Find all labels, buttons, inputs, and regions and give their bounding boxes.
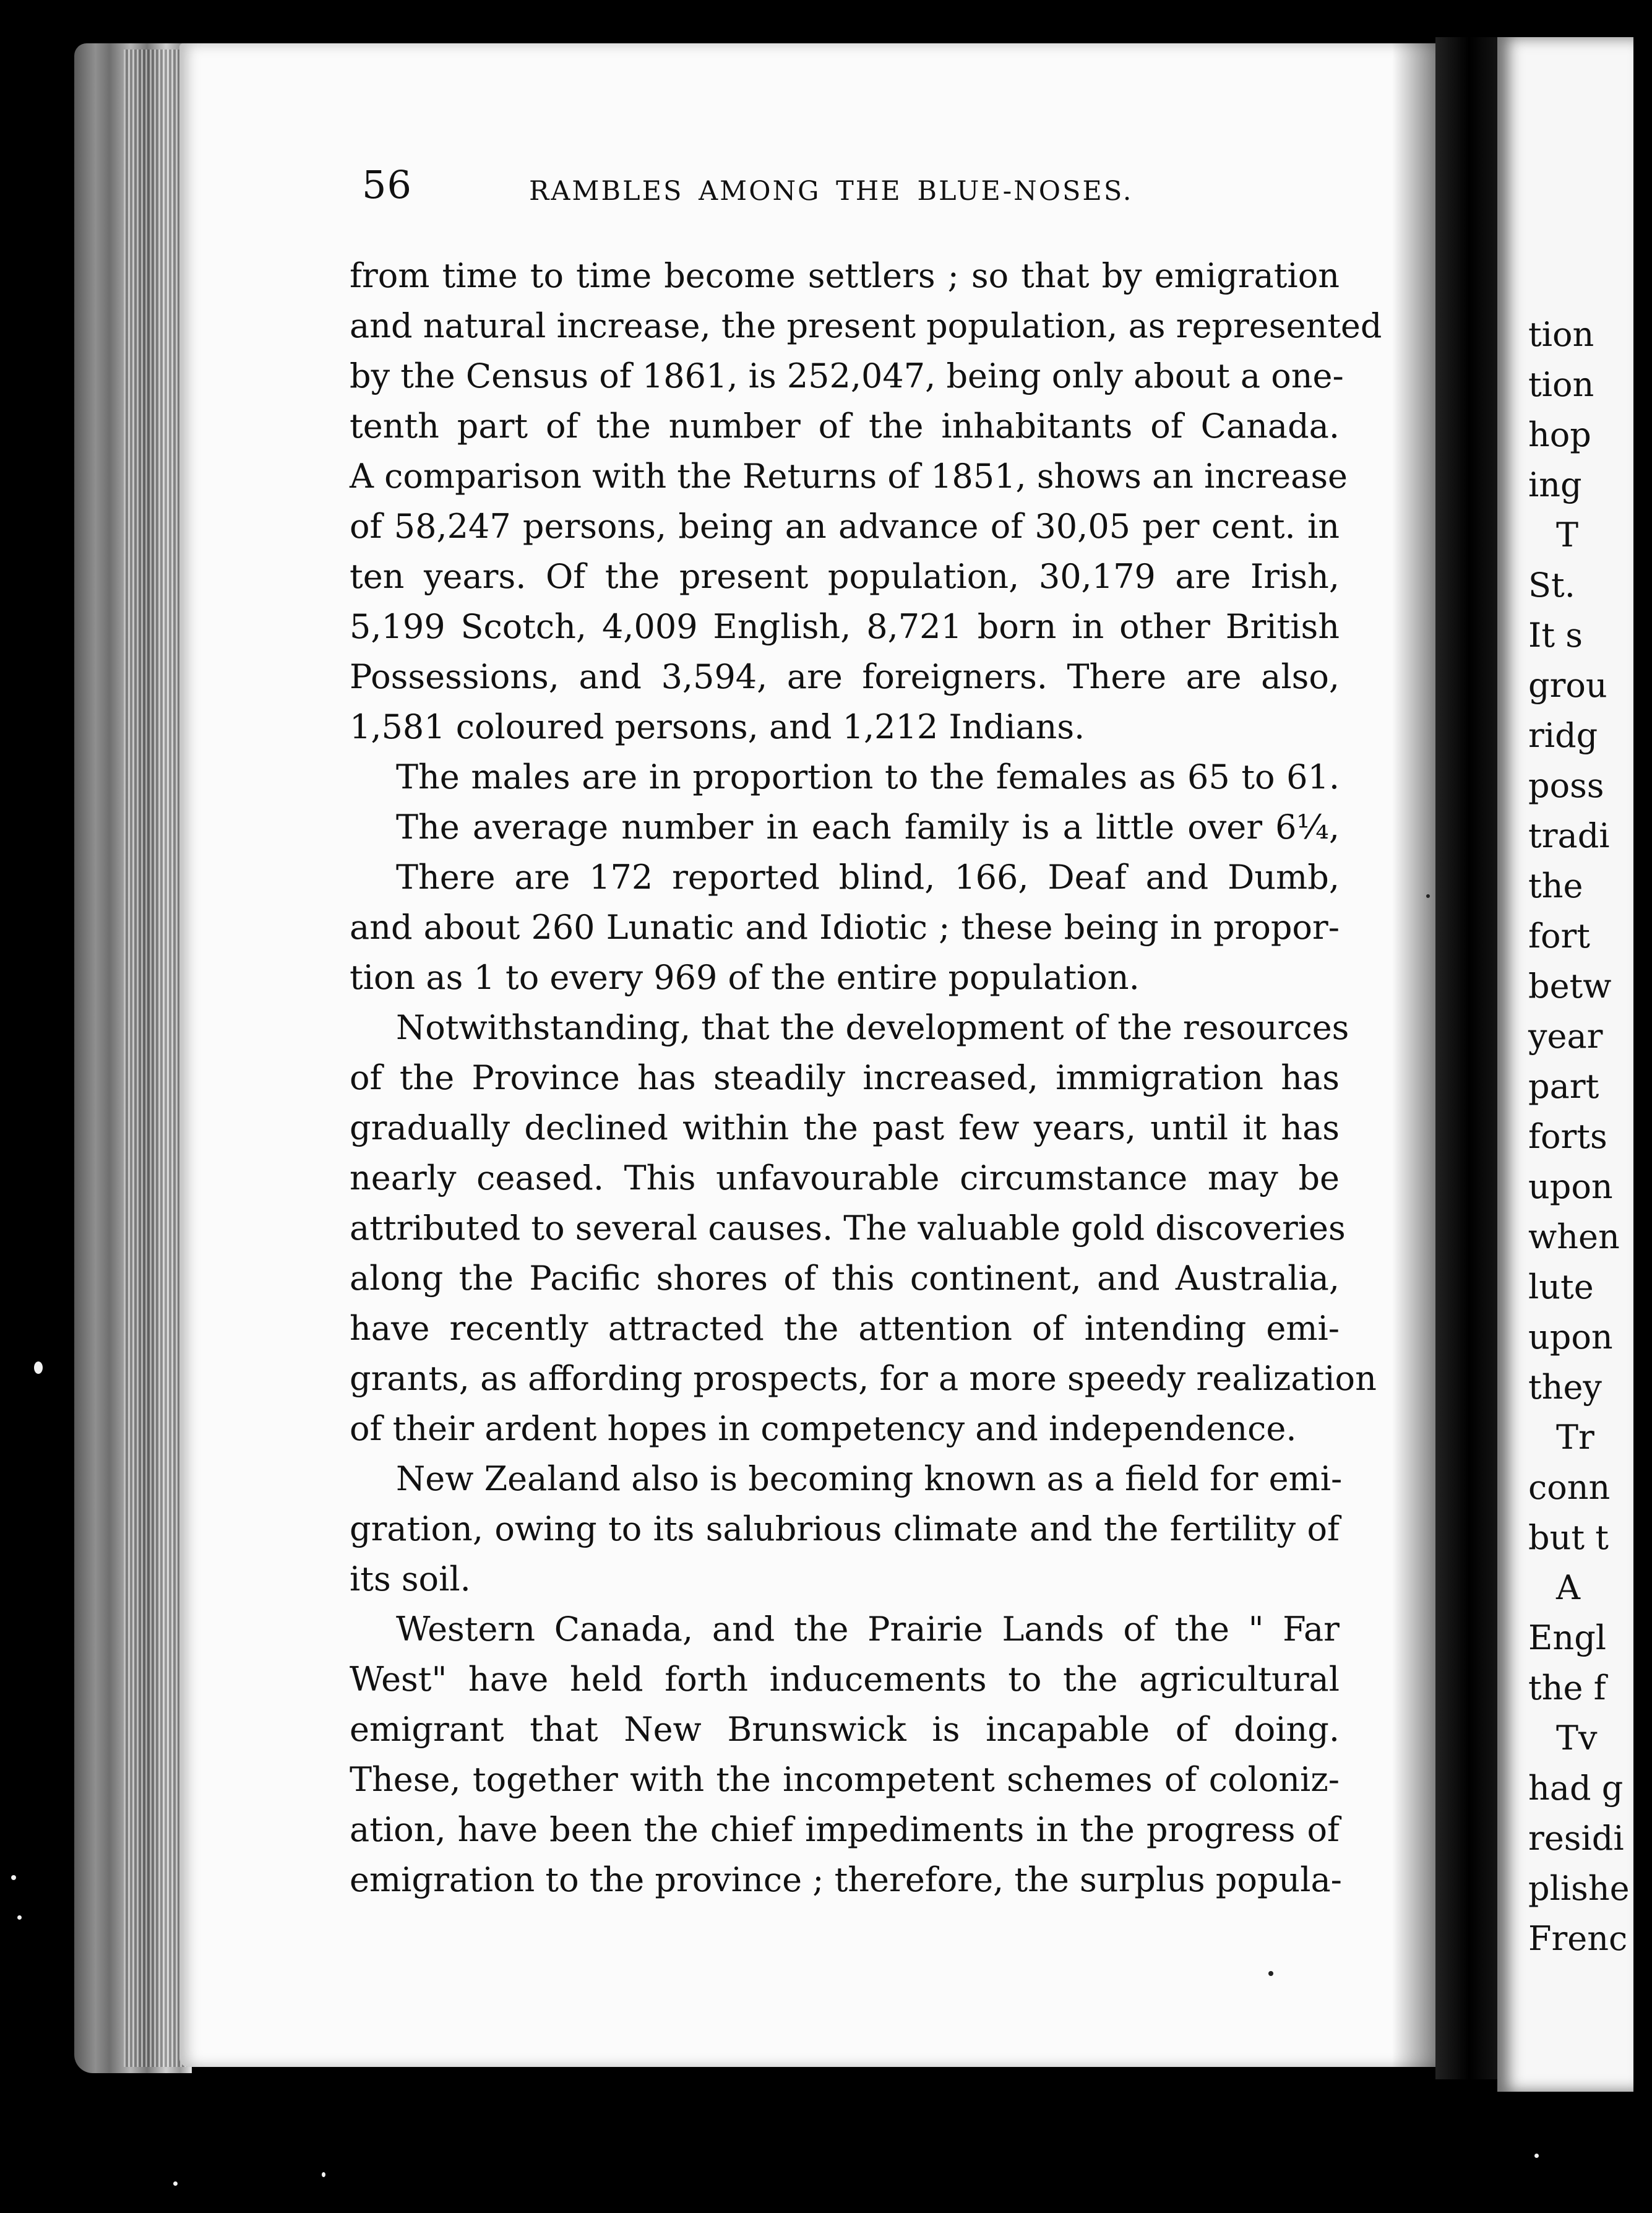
facing-line: upon [1528,1167,1613,1206]
text-line: The average number in each family is a little over 6¼, [396,808,1340,847]
text-line: its soil. [350,1559,471,1598]
scan-speck [17,1915,22,1920]
text-line: 1,581 coloured persons, and 1,212 Indians. [350,707,1085,746]
facing-line: lute [1528,1267,1594,1306]
facing-line: It s [1528,616,1583,655]
page-number: 56 [362,162,412,207]
text-line: These, together with the incompetent schemes of coloniz- [350,1760,1340,1799]
facing-line: year [1528,1017,1603,1056]
text-line: A comparison with the Returns of 1851, shows an increase [350,457,1348,496]
facing-line: grou [1528,666,1607,705]
text-line: There are 172 reported blind, 166, Deaf and Dumb, [396,858,1340,897]
text-line: emigration to the province ; therefore, the surplus popula- [350,1860,1342,1899]
scan-speck [1534,2154,1539,2158]
text-line: ten years. Of the present population, 30,179 are Irish, [350,557,1340,596]
running-head: RAMBLES AMONG THE BLUE-NOSES. [529,176,1134,207]
text-line: and natural increase, the present population, as represented [350,306,1382,345]
facing-line: poss [1528,766,1604,805]
text-line: tion as 1 to every 969 of the entire population. [350,958,1140,997]
text-line: along the Pacific shores of this continent, and Australia, [350,1259,1340,1298]
facing-line: Tv [1556,1719,1598,1758]
facing-line: the f [1528,1668,1606,1707]
text-line: The males are in proportion to the females as 65 to 61. [396,757,1340,796]
facing-line: Frenc [1528,1919,1628,1958]
text-line: attributed to several causes. The valuable gold discoveries [350,1209,1346,1248]
facing-line: tion [1528,315,1594,354]
facing-line: tion [1528,365,1594,404]
text-line: gration, owing to its salubrious climate and the fertility of [350,1509,1340,1548]
text-line: emigrant that New Brunswick is incapable of doing. [350,1710,1340,1749]
scan-speck [322,2172,325,2177]
facing-line: Tr [1556,1418,1594,1457]
text-line: of the Province has steadily increased, immigration has [350,1058,1340,1097]
facing-line: when [1528,1217,1620,1256]
body-text [350,251,1382,1905]
facing-page [1497,37,1633,2092]
text-line: New Zealand also is becoming known as a field for emi- [396,1459,1343,1498]
text-line: from time to time become settlers ; so that by emigration [350,256,1340,295]
text-line: Notwithstanding, that the development of the resources [396,1008,1349,1047]
facing-line: St. [1528,566,1575,605]
text-line: tenth part of the number of the inhabitants of Canada. [350,407,1340,446]
scan-speck [173,2181,178,2186]
facing-line: forts [1528,1117,1607,1156]
facing-line: Engl [1528,1618,1607,1657]
text-line: have recently attracted the attention of intending emi- [350,1309,1340,1348]
text-line: gradually declined within the past few years, until it has [350,1108,1340,1147]
facing-line: they [1528,1368,1602,1407]
print-speck [1426,894,1430,898]
facing-line: plishe [1528,1869,1630,1908]
facing-line: the [1528,866,1583,905]
facing-line: part [1528,1067,1599,1106]
text-line: by the Census of 1861, is 252,047, being only about a one- [350,356,1344,395]
text-line: 5,199 Scotch, 4,009 English, 8,721 born in other British [350,607,1340,646]
text-line: Possessions, and 3,594, are foreigners. There are also, [350,657,1340,696]
text-line: West" have held forth inducements to the agricultural [350,1660,1340,1699]
facing-line: but t [1528,1518,1609,1557]
scan-speck [34,1361,43,1374]
facing-line: T [1556,516,1579,554]
scan-speck [11,1875,16,1880]
facing-page-text [1528,309,1652,1964]
text-line: of 58,247 persons, being an advance of 30,05 per cent. in [350,507,1340,546]
facing-line: ing [1528,465,1582,504]
facing-line: ridg [1528,716,1598,755]
print-speck [1268,1971,1273,1976]
facing-line: tradi [1528,816,1610,855]
facing-line: betw [1528,967,1612,1006]
text-line: ation, have been the chief impediments in the progress of [350,1810,1340,1849]
facing-line: had g [1528,1769,1624,1808]
page-gutter-shadow [1392,43,1442,2067]
facing-line: A [1556,1568,1580,1607]
text-line: grants, as affording prospects, for a more speedy realization [350,1359,1377,1398]
facing-line: fort [1528,917,1591,956]
page-header [362,162,1185,212]
text-line: of their ardent hopes in competency and independence. [350,1409,1297,1448]
facing-line: hop [1528,415,1591,454]
facing-line: residi [1528,1819,1624,1858]
text-line: and about 260 Lunatic and Idiotic ; these being in propor- [350,908,1340,947]
facing-line: conn [1528,1468,1611,1507]
facing-line: upon [1528,1318,1613,1357]
text-line: Western Canada, and the Prairie Lands of the " Far [396,1610,1340,1649]
text-line: nearly ceased. This unfavourable circumstance may be [350,1158,1340,1197]
